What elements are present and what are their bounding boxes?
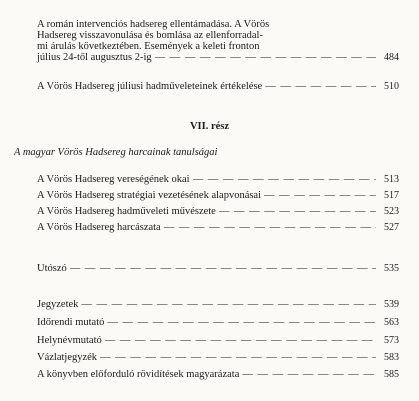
dot-leader bbox=[100, 352, 376, 363]
toc-entry-text: Helynévmutató bbox=[37, 335, 102, 346]
toc-entry bbox=[37, 190, 399, 201]
dot-leader bbox=[242, 369, 376, 380]
dot-leader bbox=[105, 335, 376, 346]
toc-entry-text: A Vörös Hadsereg hadműveleti művészete bbox=[37, 206, 216, 217]
toc-entry-line: Hadsereg visszavonulása és bomlása az ellenforradal- bbox=[37, 30, 263, 41]
toc-entry bbox=[37, 206, 399, 217]
page-number: 535 bbox=[384, 263, 399, 274]
dot-leader bbox=[81, 299, 376, 310]
toc-entry-text: Jegyzetek bbox=[37, 299, 79, 310]
toc-entry bbox=[37, 299, 399, 310]
page-number: 513 bbox=[384, 174, 399, 185]
dot-leader bbox=[155, 52, 376, 63]
page-number: 583 bbox=[384, 352, 399, 363]
toc-entry bbox=[37, 369, 399, 380]
page-number: 484 bbox=[384, 52, 399, 63]
dot-leader bbox=[265, 81, 376, 92]
part-title: VII. rész bbox=[189, 121, 230, 132]
page-number: 585 bbox=[384, 369, 399, 380]
toc-entry bbox=[37, 335, 399, 346]
toc-entry-text: Időrendi mutató bbox=[37, 317, 105, 328]
dot-leader bbox=[164, 222, 376, 233]
toc-entry bbox=[37, 222, 399, 233]
page-number: 510 bbox=[384, 81, 399, 92]
toc-entry-text: A könyvben előforduló rövidítések magyarázata bbox=[37, 369, 240, 380]
dot-leader bbox=[193, 174, 376, 185]
page-number: 523 bbox=[384, 206, 399, 217]
page-number: 563 bbox=[384, 317, 399, 328]
page-number: 527 bbox=[384, 222, 399, 233]
toc-entry-text: július 24-től augusztus 2-ig bbox=[37, 52, 152, 63]
page-number: 573 bbox=[384, 335, 399, 346]
toc-entry bbox=[37, 19, 399, 63]
toc-entry-text: A Vörös Hadsereg júliusi hadműveleteinek értékelése bbox=[37, 81, 263, 92]
page-number: 539 bbox=[384, 299, 399, 310]
part-subtitle: A magyar Vörös Hadsereg harcainak tanulságai bbox=[14, 147, 218, 158]
toc-entry-line: A román intervenciós hadsereg ellentámadása. A Vörös bbox=[37, 19, 270, 30]
toc-entry-text: A Vörös Hadsereg vereségének okai bbox=[37, 174, 190, 185]
page-number: 517 bbox=[384, 190, 399, 201]
toc-entry-text: A Vörös Hadsereg harcászata bbox=[37, 222, 161, 233]
toc-entry bbox=[37, 317, 399, 328]
dot-leader bbox=[219, 206, 376, 217]
dot-leader bbox=[264, 190, 376, 201]
toc-entry-text: A Vörös Hadsereg stratégiai vezetésének alapvonásai bbox=[37, 190, 262, 201]
dot-leader bbox=[107, 317, 376, 328]
toc-entry bbox=[37, 174, 399, 185]
toc-entry-text: Vázlatjegyzék bbox=[37, 352, 98, 363]
toc-entry-line: mi árulás következtében. Események a keleti fronton bbox=[37, 41, 260, 52]
toc-entry-text: Utószó bbox=[37, 263, 67, 274]
toc-entry bbox=[37, 352, 399, 363]
toc-entry bbox=[37, 81, 399, 92]
toc-entry bbox=[37, 263, 399, 274]
dot-leader bbox=[70, 263, 376, 274]
